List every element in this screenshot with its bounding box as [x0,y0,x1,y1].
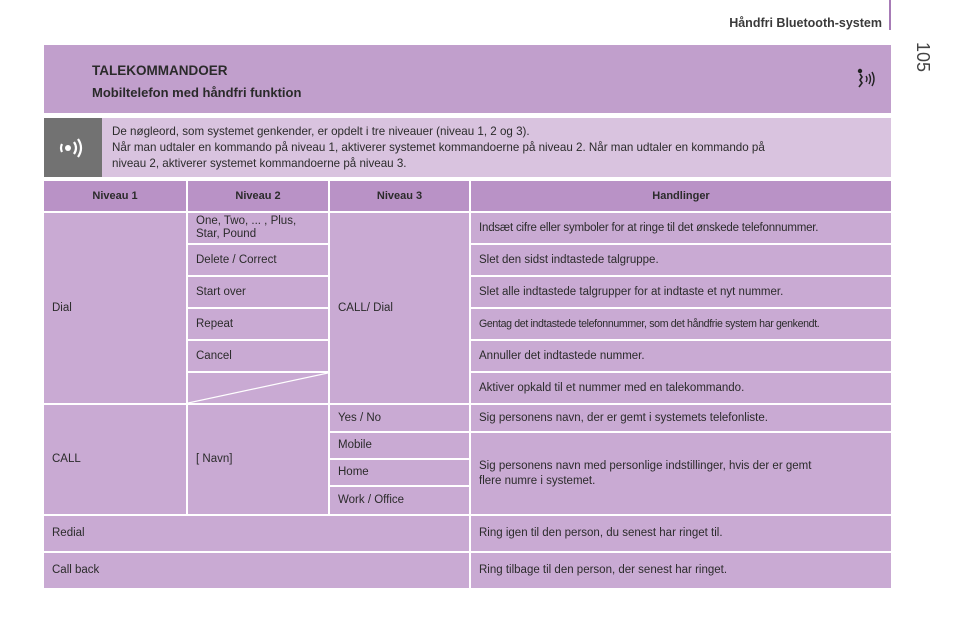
section-banner [44,45,891,113]
level2-digits [188,213,328,243]
level3-call-dial: CALL/ Dial [330,213,469,403]
section-subtitle: Mobiltelefon med håndfri funktion [92,85,302,100]
level2-delete: Delete / Correct [188,245,328,275]
intro-box [44,118,891,177]
level3-home: Home [330,460,469,485]
header-level-2: Niveau 2 [188,181,328,211]
running-head: Håndfri Bluetooth-system [729,16,882,30]
intro-line: Når man udtaler en kommando på niveau 1, aktiverer systemet kommandoerne på niveau 2. Når man udtaler en kommando på [112,141,765,154]
level3-work-office: Work / Office [330,487,469,514]
level1-dial: Dial [44,213,186,403]
action-repeat: Gentag det indtastede telefonnummer, som det håndfrie system har genkendt. [471,309,891,339]
level2-start-over: Start over [188,277,328,307]
intro-line: niveau 2, aktiverer systemet kommandoerne på niveau 3. [112,157,407,170]
intro-icon-box [44,118,102,177]
command-call-back: Call back [44,553,469,588]
action-say-name-settings [471,433,891,514]
level2-digits-line: Star, Pound [196,228,257,240]
intro-line: De nøgleord, som systemet genkender, er opdelt i tre niveauer (niveau 1, 2 og 3). [112,125,530,138]
voice-command-table [44,181,891,588]
voice-command-icon [855,67,877,91]
header-rule [889,0,891,30]
header-level-1: Niveau 1 [44,181,186,211]
level2-cancel: Cancel [188,341,328,371]
voice-command-icon [58,134,88,162]
level2-name: [ Navn] [188,405,328,514]
action-line: Sig personens navn med personlige indstillinger, hvis der er gemt [479,459,812,472]
action-line: flere numre i systemet. [479,474,596,487]
action-activate-call: Aktiver opkald til et nummer med en talekommando. [471,373,891,403]
level3-yes-no: Yes / No [330,405,469,431]
diagonal-strike [188,373,328,403]
level1-call: CALL [44,405,186,514]
page-number: 105 [913,42,933,73]
header-level-3: Niveau 3 [330,181,469,211]
action-redial: Ring igen til den person, du senest har ringet til. [471,516,891,551]
action-digits: Indsæt cifre eller symboler for at ringe til det ønskede telefonnummer. [471,213,891,243]
action-delete: Slet den sidst indtastede talgruppe. [471,245,891,275]
intro-text [112,124,882,172]
level3-mobile: Mobile [330,433,469,458]
action-cancel: Annuller det indtastede nummer. [471,341,891,371]
level2-digits-line: One, Two, ... , Plus, [196,215,297,227]
level2-repeat: Repeat [188,309,328,339]
action-call-back: Ring tilbage til den person, der senest har ringet. [471,553,891,588]
level2-empty-diagonal [188,373,328,403]
action-start-over: Slet alle indtastede talgrupper for at indtaste et nyt nummer. [471,277,891,307]
action-say-name: Sig personens navn, der er gemt i systemets telefonliste. [471,405,891,431]
command-redial: Redial [44,516,469,551]
header-actions: Handlinger [471,181,891,211]
section-title: TALEKOMMANDOER [92,63,228,78]
